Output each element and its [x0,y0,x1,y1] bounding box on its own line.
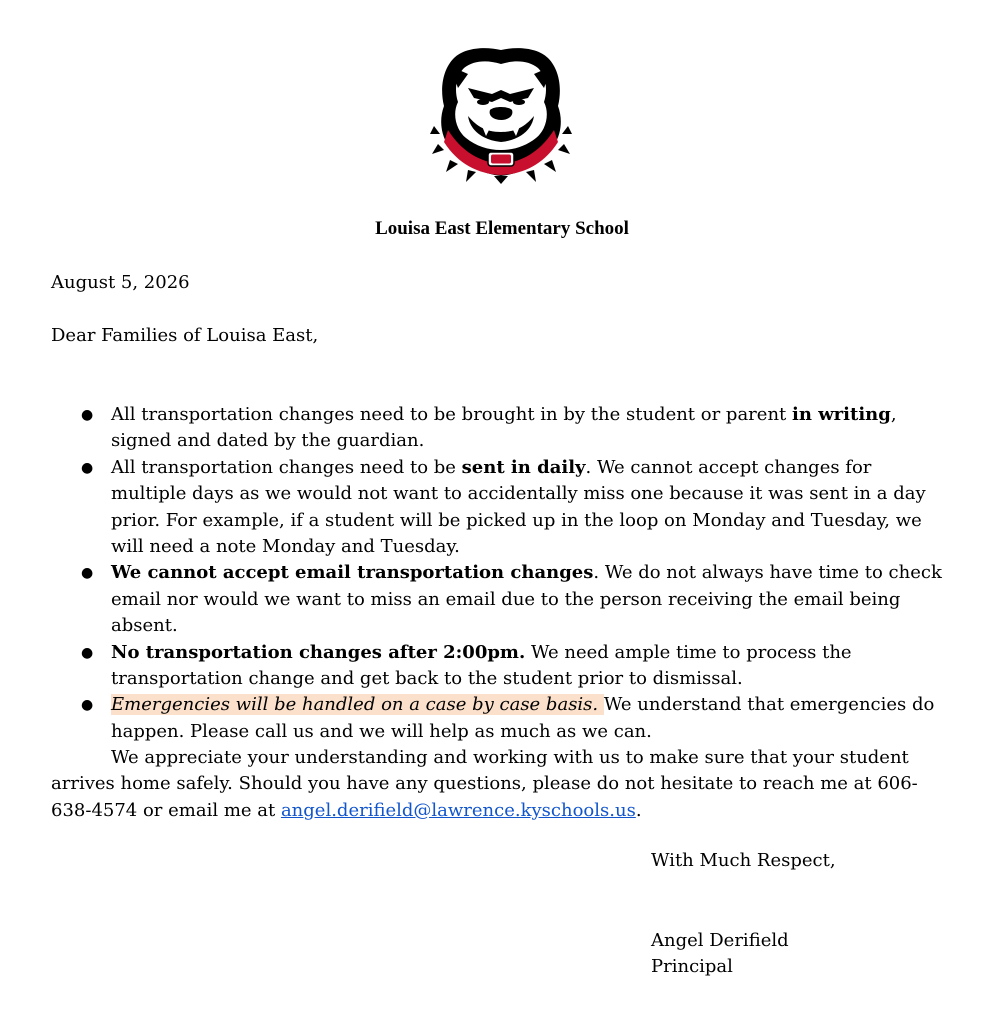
bullet-icon: ● [81,459,94,476]
bullet-icon: ● [81,644,94,661]
list-item: ● No transportation changes after 2:00pm. We need ample time to process the transportation change and get back to the student prior to dismissal. [81,641,852,690]
list-item: ● All transportation changes need to be brought in by the student or parent in writing, signed and dated by the guardian. [81,404,897,452]
signer-title: Principal [651,956,733,978]
bulldog-logo [428,44,574,184]
list-item: ● All transportation changes need to be sent in daily. We cannot accept changes for multiple days as we would not want to accidentally miss one because it was sent in a day prior. For example, if a student will be picked up in the loop on Monday and Tuesday, we will need a note Monday and Tuesday. [81,456,926,558]
list-item: ● Emergencies will be handled on a case by case basis. We understand that emergencies do happen. Please call us and we will help as much as we can. [81,694,935,742]
closing-paragraph: We appreciate your understanding and working with us to make sure that your student arrives home safely. Should you have any questions, please do not hesitate to reach me at 606-638-4574 or email me at angel.derifield@lawrence.kyschools.us. [51,747,918,821]
letter-date: August 5, 2026 [51,272,190,293]
email-link[interactable]: angel.derifield@lawrence.kyschools.us [280,799,636,821]
closing-line: With Much Respect, [651,850,836,871]
salutation: Dear Families of Louisa East, [51,325,319,346]
signer-name: Angel Derifield [651,930,789,951]
bullet-icon: ● [81,565,94,582]
policy-list [51,402,951,745]
school-name: Louisa East Elementary School [375,218,629,239]
highlighted-text: Emergencies will be handled on a case by case basis. [111,694,604,716]
signature-block [651,928,789,981]
bullet-icon: ● [81,697,94,714]
list-item: ● We cannot accept email transportation changes. We do not always have time to check email nor would we want to miss an email due to the person receiving the email being absent. [81,562,942,637]
bullet-icon: ● [81,407,94,423]
